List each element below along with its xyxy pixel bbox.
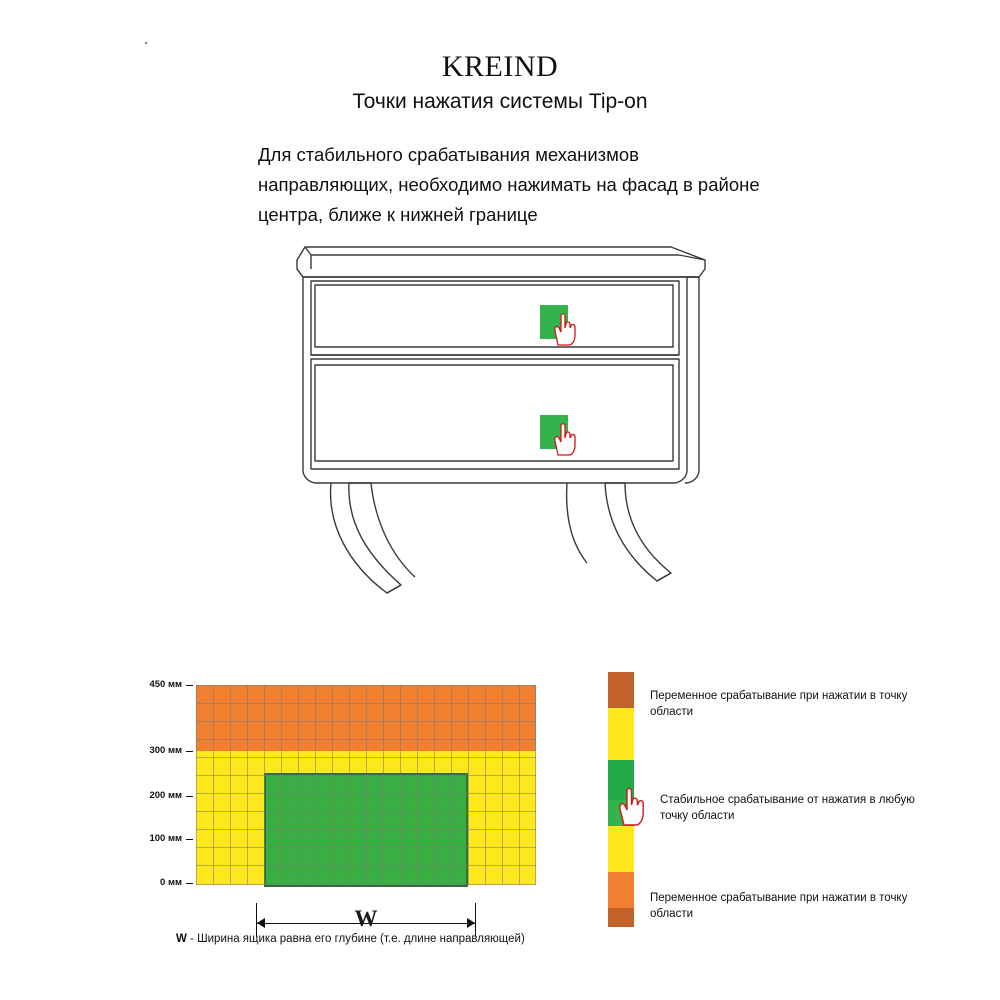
page-subtitle: Точки нажатия системы Tip-on (352, 90, 648, 113)
tick-450 (186, 685, 193, 686)
press-point-lower-drawer (540, 415, 584, 459)
y-tick-0: 0 мм (160, 877, 182, 888)
y-tick-100: 100 мм (149, 833, 182, 844)
zone-grid (196, 685, 536, 885)
legend-seg-yellow-top (608, 708, 634, 760)
legend-seg-yellow-bottom (608, 826, 634, 872)
tick-100 (186, 839, 193, 840)
legend (608, 672, 938, 927)
press-point-upper-drawer (540, 305, 584, 349)
width-letter: W (354, 906, 378, 931)
nightstand-illustration (275, 225, 725, 625)
nightstand-drawing (275, 225, 725, 625)
legend-item-stable: Стабильное срабатывание от нажатия в любую точку области (660, 794, 915, 822)
legend-item-variable-top: Переменное срабатывание при нажатии в точку области (650, 690, 908, 718)
stray-dot (145, 42, 147, 44)
legend-item-variable-bottom: Переменное срабатывание при нажатии в точку области (650, 892, 908, 920)
y-tick-450: 450 мм (149, 679, 182, 690)
hand-pointer-icon (549, 421, 583, 457)
hand-pointer-icon (612, 784, 656, 828)
legend-seg-orange-bottom (608, 872, 634, 908)
y-tick-300: 300 мм (149, 745, 182, 756)
width-caption-bold: W (176, 933, 187, 945)
grid-lines (196, 685, 536, 885)
y-tick-200: 200 мм (149, 790, 182, 801)
width-caption (176, 933, 525, 945)
intro-paragraph: Для стабильного срабатывания механизмов направляющих, необходимо нажимать на фасад в районе центра, ближе к нижней границе (258, 144, 760, 225)
brand-title: KREIND (441, 50, 559, 83)
hand-pointer-icon (549, 311, 583, 347)
tick-300 (186, 751, 193, 752)
tick-200 (186, 796, 193, 797)
legend-seg-dark-orange-top (608, 672, 634, 708)
legend-seg-dark-orange-bottom (608, 908, 634, 927)
width-caption-text: - Ширина ящика равна его глубине (т.е. длине направляющей) (186, 933, 525, 945)
tick-0 (186, 883, 193, 884)
press-zone-chart (120, 655, 600, 965)
legend-press-point (612, 784, 656, 828)
